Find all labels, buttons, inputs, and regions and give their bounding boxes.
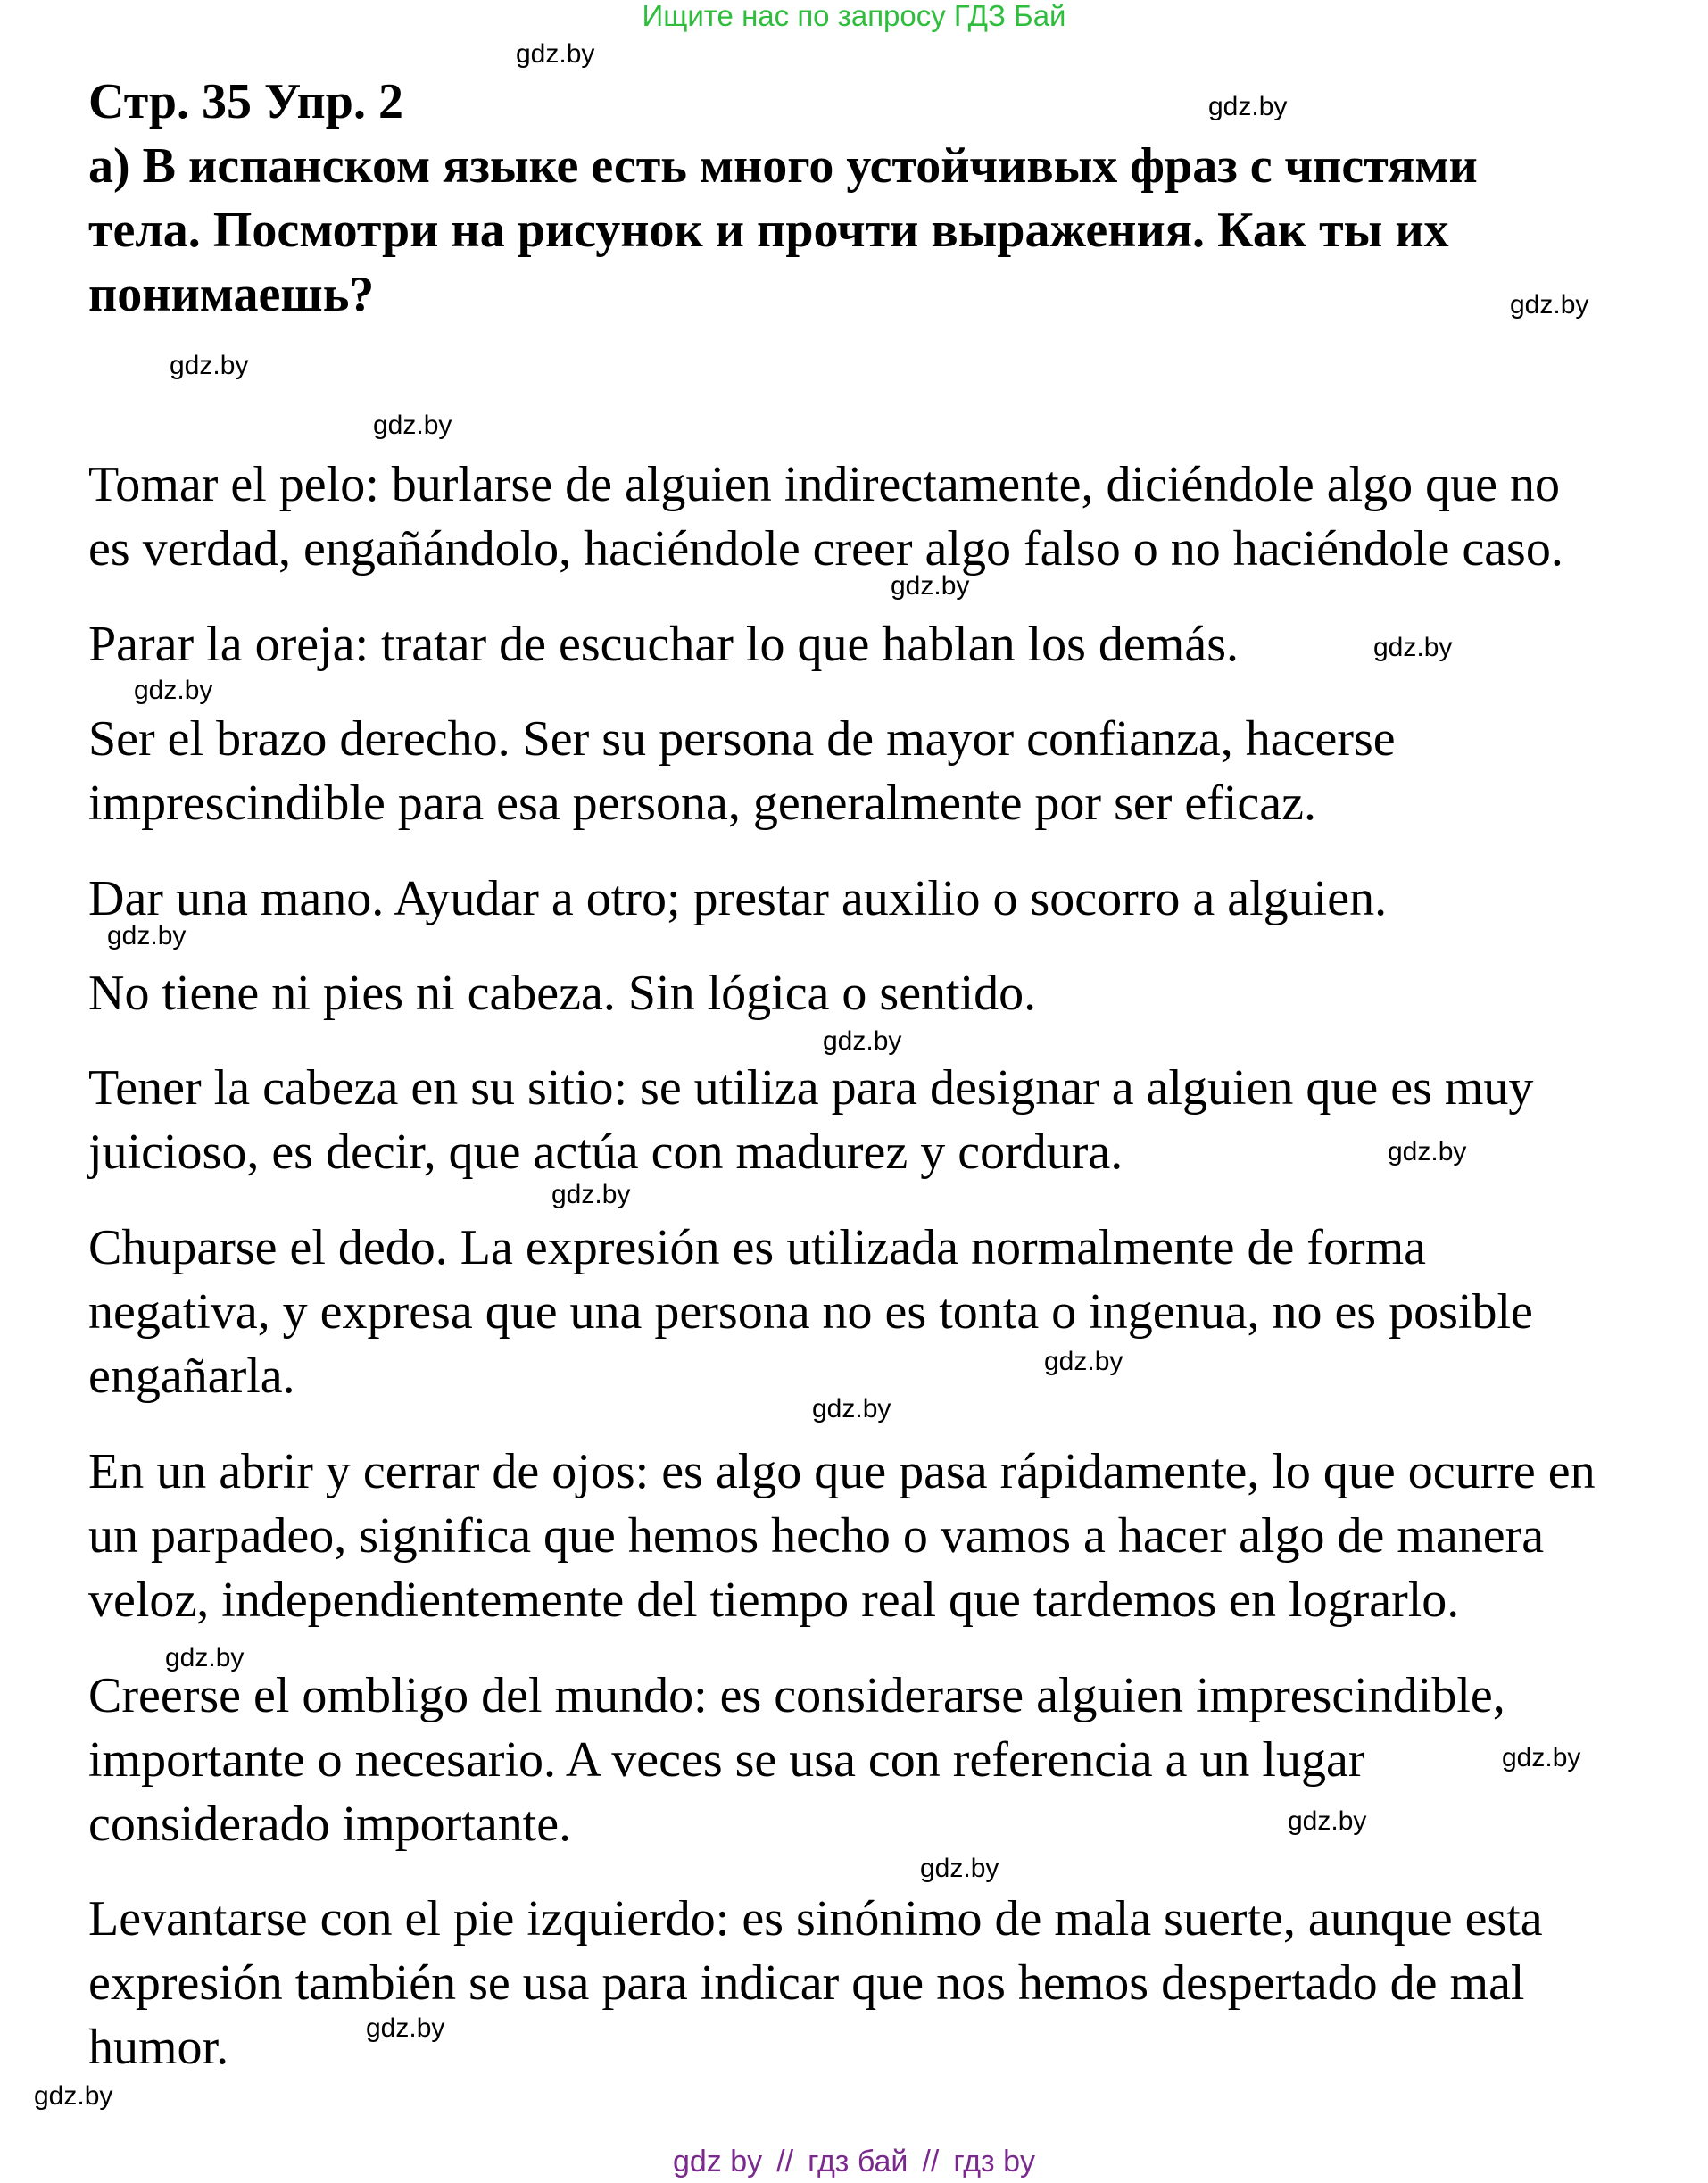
paragraph-chuparse-el-dedo: negativa, y expresa que una persona no es tonta o ingenua, no es posible: [88, 1284, 1533, 1340]
paragraph-brazo-derecho: Ser el brazo derecho. Ser su persona de mayor confianza, hacerse: [88, 711, 1396, 767]
watermark: gdz.by: [373, 411, 452, 440]
watermark: gdz.by: [107, 921, 187, 950]
paragraph-tomar-el-pelo: Tomar el pelo: burlarse de alguien indirectamente, diciéndole algo que no: [88, 457, 1561, 512]
watermark: gdz.by: [1388, 1137, 1467, 1166]
footer-link[interactable]: gdz by: [672, 2145, 763, 2179]
watermark: gdz.by: [891, 571, 970, 601]
watermark: gdz.by: [920, 1854, 999, 1883]
watermark: gdz.by: [134, 676, 213, 705]
paragraph-pies-ni-cabeza: No tiene ni pies ni cabeza. Sin lógica o sentido.: [88, 966, 1037, 1021]
paragraph-cabeza-en-su-sitio: juicioso, es decir, que actúa con madurez y cordura.: [88, 1125, 1123, 1180]
watermark: gdz.by: [812, 1394, 891, 1424]
paragraph-chuparse-el-dedo: engañarla.: [88, 1349, 295, 1404]
watermark: gdz.by: [823, 1026, 902, 1056]
paragraph-pie-izquierdo: humor.: [88, 2020, 229, 2075]
watermark: gdz.by: [1373, 633, 1453, 662]
paragraph-brazo-derecho: imprescindible para esa persona, generalmente por ser eficaz.: [88, 776, 1316, 831]
paragraph-tomar-el-pelo: es verdad, engañándolo, haciéndole creer algo falso o no haciéndole caso.: [88, 521, 1563, 577]
task-text-line: а) В испанском языке есть много устойчивых фраз с чпстями: [88, 138, 1478, 194]
paragraph-cabeza-en-su-sitio: Tener la cabeza en su sitio: se utiliza para designar a alguien que es muy: [88, 1060, 1534, 1116]
footer-separator: //: [776, 2145, 794, 2179]
paragraph-abrir-y-cerrar-de-ojos: En un abrir y cerrar de ojos: es algo que pasa rápidamente, lo que ocurre en: [88, 1444, 1596, 1499]
footer-separator: //: [922, 2145, 940, 2179]
footer-links: [0, 2144, 1708, 2179]
paragraph-ombligo-del-mundo: importante o necesario. A veces se usa con referencia a un lugar: [88, 1732, 1365, 1788]
watermark: gdz.by: [165, 1643, 245, 1673]
paragraph-pie-izquierdo: Levantarse con el pie izquierdo: es sinónimo de mala suerte, aunque esta: [88, 1891, 1543, 1946]
watermark: gdz.by: [1208, 92, 1288, 121]
paragraph-abrir-y-cerrar-de-ojos: un parpadeo, significa que hemos hecho o vamos a hacer algo de manera: [88, 1508, 1545, 1564]
footer-link[interactable]: гдз бай: [808, 2145, 908, 2179]
paragraph-abrir-y-cerrar-de-ojos: veloz, independientemente del tiempo real que tardemos en lograrlo.: [88, 1573, 1460, 1628]
paragraph-parar-la-oreja: Parar la oreja: tratar de escuchar lo que hablan los demás.: [88, 617, 1239, 672]
watermark: gdz.by: [551, 1180, 631, 1209]
paragraph-chuparse-el-dedo: Chuparse el dedo. La expresión es utilizada normalmente de forma: [88, 1220, 1427, 1275]
watermark: gdz.by: [1044, 1347, 1123, 1376]
watermark: gdz.by: [34, 2081, 113, 2111]
paragraph-ombligo-del-mundo: Creerse el ombligo del mundo: es considerarse alguien imprescindible,: [88, 1668, 1505, 1723]
page-title: Стр. 35 Упр. 2: [88, 74, 403, 129]
footer-link[interactable]: гдз by: [953, 2145, 1035, 2179]
watermark: gdz.by: [366, 2013, 445, 2043]
task-text-line: тела. Посмотри на рисунок и прочти выражения. Как ты их: [88, 203, 1449, 258]
watermark: gdz.by: [516, 39, 595, 69]
watermark: gdz.by: [1510, 290, 1589, 320]
watermark: gdz.by: [1502, 1743, 1581, 1772]
watermark: gdz.by: [1288, 1806, 1367, 1836]
task-text-line: понимаешь?: [88, 267, 375, 322]
paragraph-dar-una-mano: Dar una mano. Ayudar a otro; prestar auxilio o socorro a alguien.: [88, 871, 1388, 926]
watermark: gdz.by: [170, 351, 249, 380]
paragraph-ombligo-del-mundo: considerado importante.: [88, 1797, 572, 1852]
paragraph-pie-izquierdo: expresión también se usa para indicar que nos hemos despertado de mal: [88, 1955, 1525, 2011]
top-banner: Ищите нас по запросу ГДЗ Бай: [642, 0, 1066, 32]
